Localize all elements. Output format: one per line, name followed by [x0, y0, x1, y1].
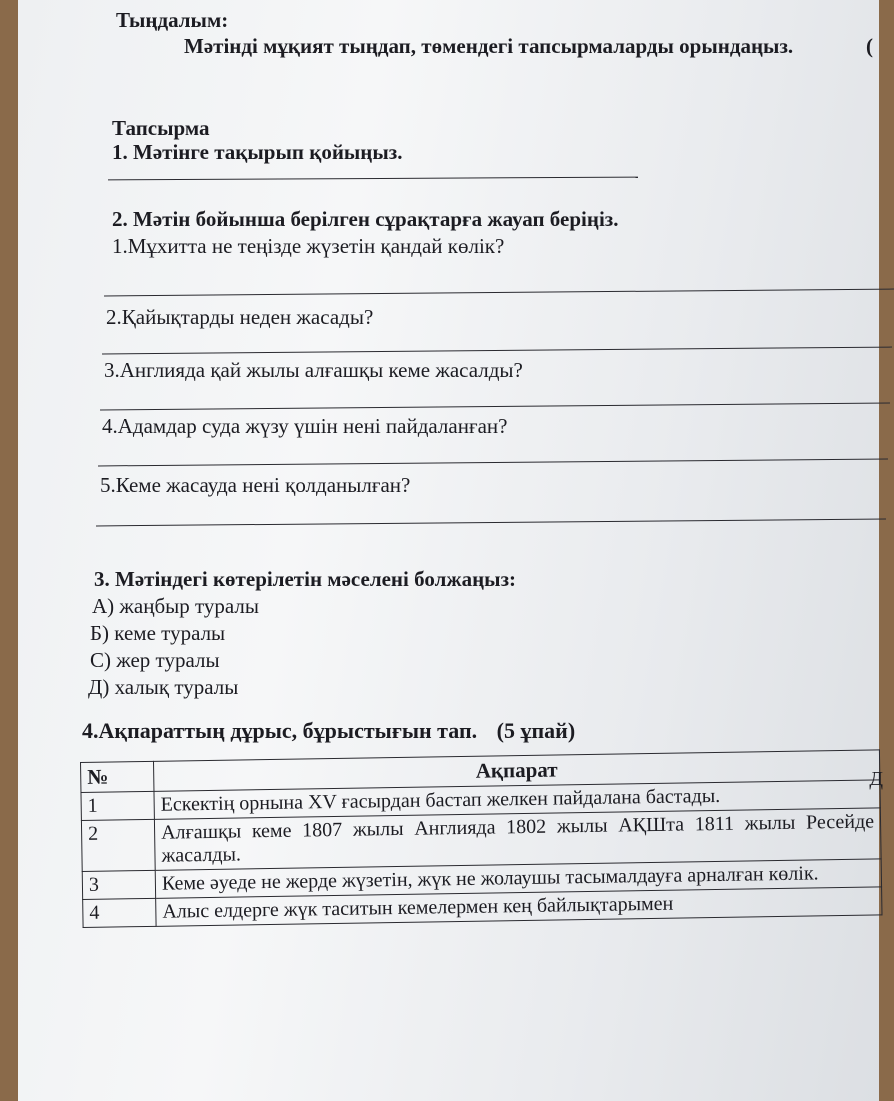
task-heading: Тапсырма [112, 116, 210, 140]
instruction-text: Мәтінді мұқият тыңдап, төмендегі тапсырмаларды орындаңыз. [184, 34, 794, 58]
row-text: Ескектің орнына XV ғасырдан бастап желкен пайдалана бастады. [154, 780, 880, 819]
task4-points: (5 ұпай) [496, 718, 576, 743]
instruction-tail: ( [866, 34, 873, 58]
option-c[interactable]: С) жер туралы [90, 648, 220, 672]
answer-line-q3[interactable] [100, 403, 890, 411]
task4-title-text: 4.Ақпараттың дұрыс, бұрыстығын тап. [82, 718, 478, 743]
question-3: 3.Англияда қай жылы алғашқы кеме жасалды? [104, 358, 523, 382]
table-edge-header: Д [869, 768, 883, 790]
question-1: 1.Мұхитта не теңізде жүзетін қандай көлік? [112, 234, 505, 258]
option-d[interactable]: Д) халық туралы [88, 675, 239, 699]
row-number: 2 [81, 819, 155, 871]
option-b[interactable]: Б) кеме туралы [90, 621, 226, 645]
worksheet-page [18, 0, 883, 1101]
header-info: Ақпарат [153, 750, 879, 791]
row-number: 4 [83, 898, 156, 927]
section-title: Тыңдалым: [116, 8, 229, 32]
question-5: 5.Кеме жасауда нені қолданылған? [100, 473, 411, 497]
question-4: 4.Адамдар суда жүзу үшін нені пайдаланған? [102, 414, 508, 438]
info-table [80, 749, 883, 928]
option-a[interactable]: А) жаңбыр туралы [92, 594, 260, 618]
row-number: 3 [82, 870, 155, 899]
answer-line-task1[interactable] [108, 177, 638, 181]
answer-line-q4[interactable] [98, 459, 888, 467]
row-number: 1 [81, 791, 154, 820]
header-number: № [81, 761, 154, 792]
answer-line-q5[interactable] [96, 519, 886, 527]
answer-line-q1[interactable] [104, 289, 894, 297]
answer-line-q2[interactable] [102, 347, 892, 355]
question-2: 2.Қайықтарды неден жасады? [106, 305, 374, 329]
row-text: Алғашқы кеме 1807 жылы Англияда 1802 жылы АҚШта 1811 жылы Ресейде жасалды. [154, 808, 881, 870]
task3-title: 3. Мәтіндегі көтерілетін мәселені болжаңыз: [94, 567, 516, 591]
task2-title: 2. Мәтін бойынша берілген сұрақтарға жауап беріңіз. [112, 207, 619, 231]
task1-text: 1. Мәтінге тақырып қойыңыз. [112, 140, 403, 164]
row-text: Алыс елдерге жүк таситын кемелермен кең байлықтарымен [156, 887, 882, 926]
task4-title [82, 718, 575, 744]
row-text: Кеме әуеде не жерде жүзетін, жүк не жолаушы тасымалдауға арналған көлік. [155, 859, 881, 898]
